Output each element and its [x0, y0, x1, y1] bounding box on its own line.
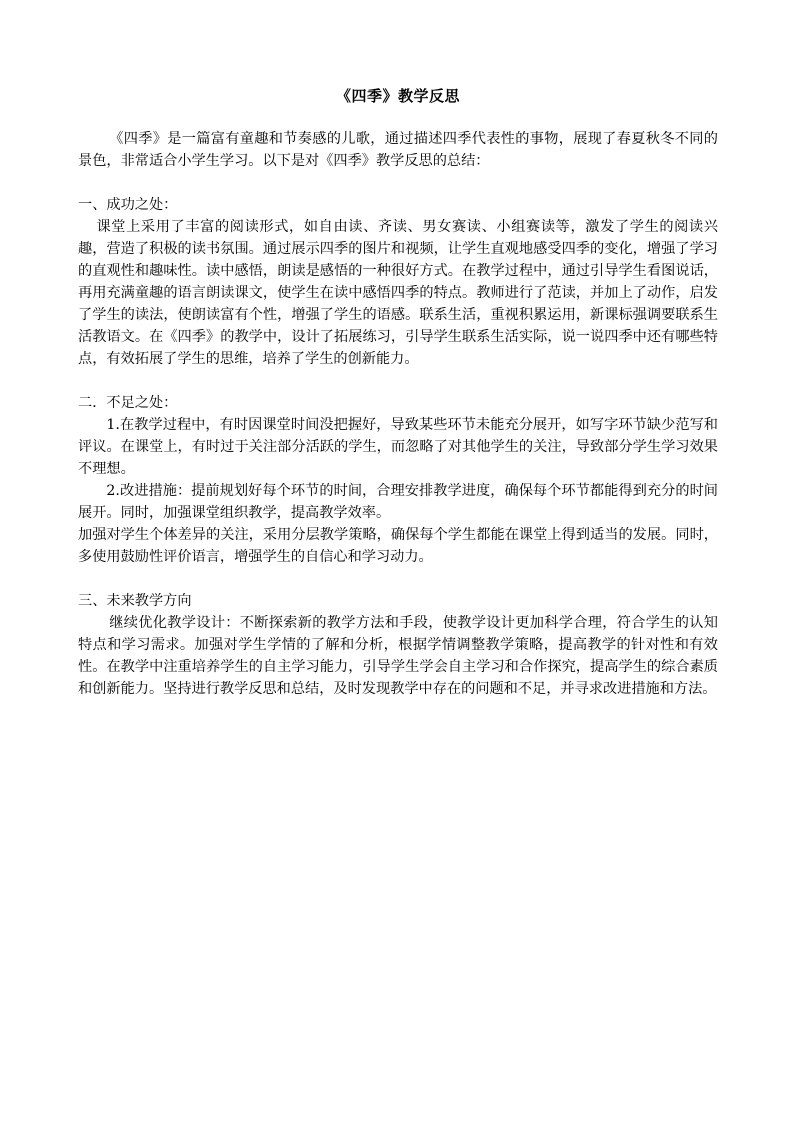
page-title: 《四季》教学反思 — [335, 87, 460, 105]
section1-heading: 一、成功之处： — [78, 197, 178, 213]
section1-body: 课堂上采用了丰富的阅读形式，如自由读、齐读、男女赛读、小组赛读等，激发了学生的阅读兴趣，营造了积极的读书氛围。通过展示四季的图片和视频，让学生直观地感受四季的变化，增强了学习的直观性和趣味性。读中感悟，朗读是感悟的一种很好方式。在教学过程中，通过引导学生看图说话，再用充满童趣的语言朗读课文，使学生在读中感悟四季的特点。教师进行了范读，并加上了动作，启发了学生的读法，使朗读富有个性，增强了学生的语感。联系生活，重视积累运用，新课标强调要联系生活教语文。在《四季》的教学中，设计了拓展练习，引导学生联系生活实际，说一说四季中还有哪些特点，有效拓展了学生的思维，培养了学生的创新能力。 — [78, 219, 718, 367]
spacer — [78, 568, 718, 590]
section3-body: 继续优化教学设计：不断探索新的教学方法和手段，使教学设计更加科学合理，符合学生的认知特点和学习需求。加强对学生学情的了解和分析，根据学情调整教学策略，提高教学的针对性和有效性。在教学中注重培养学生的自主学习能力，引导学生学会自主学习和合作探究，提高学生的综合素质和创新能力。坚持进行教学反思和总结，及时发现教学中存在的问题和不足，并寻求改进措施和方法。 — [78, 615, 718, 697]
intro-paragraph: 《四季》是一篇富有童趣和节奏感的儿歌，通过描述四季代表性的事物，展现了春夏秋冬不同的景色，非常适合小学生学习。以下是对《四季》教学反思的总结： — [78, 131, 718, 169]
section2-item2: 2.改进措施：提前规划好每个环节的时间，合理安排教学进度，确保每个环节都能得到充分的时间展开。同时，加强课堂组织教学，提高教学效率。 — [78, 483, 718, 521]
document-page — [78, 84, 718, 700]
section3-heading: 三、未来教学方向 — [78, 593, 192, 609]
spacer — [78, 370, 718, 392]
section2-item1: 1.在教学过程中，有时因课堂时间没把握好，导致某些环节未能充分展开，如写字环节缺少范写和评议。在课堂上，有时过于关注部分活跃的学生，而忽略了对其他学生的关注，导致部分学生学习效果不理想。 — [78, 417, 718, 477]
spacer — [78, 172, 718, 194]
section2-heading: 二．不足之处： — [78, 395, 178, 411]
section2-extra: 加强对学生个体差异的关注，采用分层教学策略，确保每个学生都能在课堂上得到适当的发展。同时，多使用鼓励性评价语言，增强学生的自信心和学习动力。 — [78, 527, 718, 565]
